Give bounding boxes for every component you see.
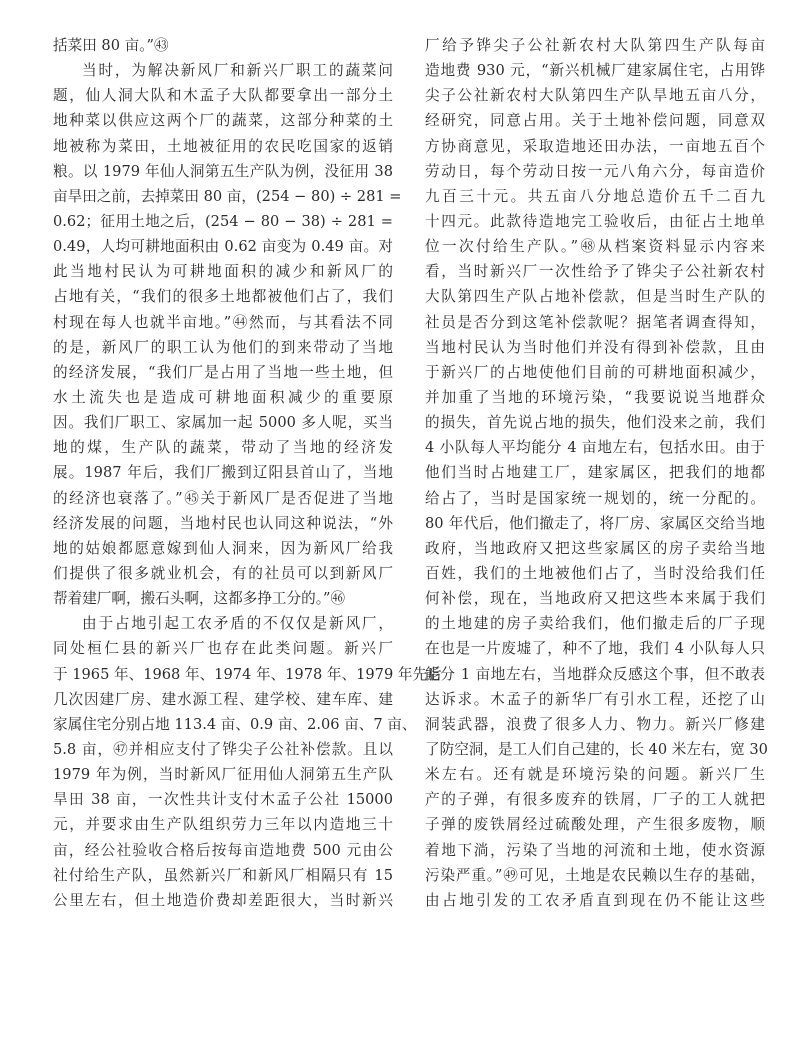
text-line: 了防空洞，是工人们自己建的，长 40 米左右，宽 30: [425, 740, 768, 758]
text-line: 于新兴厂的占地使他们目前的可耕地面积减少，: [425, 363, 765, 381]
text-line: 括菜田 80 亩。”㊸: [53, 37, 169, 54]
text-line: 九百三十元。共五亩八分地总造价五千二百九: [425, 187, 765, 205]
text-line: 此当地村民认为可耕地面积的减少和新风厂的: [53, 263, 393, 281]
text-line: 4 小队每人平均能分 4 亩地左右，包括水田。由于: [425, 439, 765, 457]
text-line: 的土地建的房子卖给我们，他们撤走后的厂子现: [425, 615, 765, 633]
text-line: 地的煤，生产队的蔬菜，带动了当地的经济发: [53, 439, 393, 457]
text-line: 因。我们厂职工、家属加一起 5000 多人呢，买当: [53, 414, 393, 432]
left-text-column: [53, 33, 442, 913]
text-line: 由占地引发的工农矛盾直到现在仍不能让这些: [425, 891, 765, 909]
text-line: 社付给生产队，虽然新兴厂和新风厂相隔只有 15: [53, 866, 393, 884]
text-line: 元，并要求由生产队组织劳力三年以内造地三十: [53, 816, 393, 834]
text-line: 并加重了当地的环境污染，“我要说说当地群众: [425, 388, 765, 406]
text-line: 占地有关，“我们的很多土地都被他们占了，我们: [53, 288, 393, 306]
text-line: 位一次付给生产队。”㊽从档案资料显示内容来: [425, 238, 765, 256]
text-line: 当时，为解决新风厂和新兴厂职工的蔬菜问: [82, 62, 393, 80]
text-line: 米左右。还有就是环境污染的问题。新兴厂生: [425, 766, 765, 784]
text-line: 地的姑娘都愿意嫁到仙人洞来，因为新风厂给我: [53, 539, 393, 557]
text-line: 劳动日，每个劳动日按一元八角六分，每亩造价: [425, 162, 765, 180]
text-line: 经研究，同意占用。关于土地补偿问题，同意双: [425, 112, 765, 130]
text-line: 尖子公社新农村大队第四生产队旱地五亩八分，: [425, 87, 765, 105]
text-line: 造地费 930 元，“新兴机械厂建家属住宅，占用铧: [425, 62, 765, 80]
text-line: 的经济发展，“我们厂是占用了当地一些土地，但: [53, 363, 393, 381]
text-line: 社员是否分到这笔补偿款呢？据笔者调查得知，: [425, 313, 765, 331]
text-line: 1979 年为例，当时新风厂征用仙人洞第五生产队: [53, 766, 393, 784]
text-line: 洞装武器，浪费了很多人力、物力。新兴厂修建: [425, 715, 765, 733]
text-line: 亩，经公社验收合格后按每亩造地费 500 元由公: [53, 841, 393, 859]
text-line: 于 1965 年、1968 年、1974 年、1978 年、1979 年先后: [53, 665, 442, 683]
text-line: 地种菜以供应这两个厂的蔬菜，这部分种菜的土: [53, 112, 393, 130]
text-line: 亩旱田之前，去掉菜田 80 亩，(254 − 80) ÷ 281 =: [53, 187, 402, 205]
text-line: 旱田 38 亩，一次性共计支付木孟子公社 15000: [53, 791, 393, 809]
text-line: 题，仙人洞大队和木孟子大队都要拿出一部分土: [53, 87, 393, 105]
text-line: 80 年代后，他们撤走了，将厂房、家属区交给当地: [425, 514, 765, 532]
text-line: 地被称为菜田，土地被征用的农民吃国家的返销: [53, 137, 393, 155]
text-line: 看，当时新兴厂一次性给予了铧尖子公社新农村: [425, 263, 765, 281]
text-line: 方协商意见，采取造地还田办法，一亩地五百个: [425, 137, 765, 155]
text-line: 们提供了很多就业机会，有的社员可以到新风厂: [53, 564, 393, 582]
text-line: 同处桓仁县的新兴厂也存在此类问题。新兴厂: [53, 640, 393, 658]
text-line: 5.8 亩，㊼并相应支付了铧尖子公社补偿款。且以: [53, 740, 393, 758]
text-line: 他们当时占地建工厂，建家属区，把我们的地都: [425, 464, 765, 482]
text-line: 在也是一片废墟了，种不了地，我们 4 小队每人只: [425, 640, 765, 658]
text-line: 几次因建厂房、建水源工程、建学校、建车库、建: [53, 690, 393, 708]
text-line: 达诉求。木孟子的新华厂有引水工程，还挖了山: [425, 690, 765, 708]
text-line: 百姓，我们的土地被他们占了，当时没给我们任: [425, 564, 765, 582]
text-line: 何补偿，现在，当地政府又把这些本来属于我们: [425, 590, 765, 608]
text-line: 0.62；征用土地之后，(254 − 80 − 38) ÷ 281 =: [53, 212, 393, 230]
right-text-column: [425, 33, 768, 913]
text-line: 家属住宅分别占地 113.4 亩、0.9 亩、2.06 亩、7 亩、: [53, 715, 417, 733]
text-line: 厂给予铧尖子公社新农村大队第四生产队每亩: [425, 37, 765, 54]
text-line: 的损失，首先说占地的损失，他们没来之前，我们: [425, 414, 765, 432]
text-line: 着地下淌，污染了当地的河流和土地，使水资源: [425, 841, 765, 859]
text-line: 帮着建厂啊，搬石头啊，这都多挣工分的。”㊻: [53, 590, 346, 608]
text-line: 0.49，人均可耕地面积由 0.62 亩变为 0.49 亩。对: [53, 238, 393, 256]
text-line: 十四元。此款待造地完工验收后，由征占土地单: [425, 212, 765, 230]
text-line: 大队第四生产队占地补偿款，但是当时生产队的: [425, 288, 765, 306]
text-line: 公里左右，但土地造价费却差距很大，当时新兴: [53, 891, 393, 909]
text-line: 污染严重。”㊾可见，土地是农民赖以生存的基础，: [425, 866, 765, 884]
text-line: 粮。以 1979 年仙人洞第五生产队为例，没征用 38: [53, 162, 393, 180]
text-line: 能分 1 亩地左右，当地群众反感这个事，但不敢表: [425, 665, 765, 683]
text-line: 给占了，当时是国家统一规划的，统一分配的。: [425, 489, 765, 507]
text-line: 水土流失也是造成可耕地面积减少的重要原: [53, 388, 393, 406]
text-line: 经济发展的问题，当地村民也认同这种说法，“外: [53, 514, 393, 532]
text-line: 子弹的废铁屑经过硫酸处理，产生很多废物，顺: [425, 816, 765, 834]
text-line: 的经济也衰落了。”㊺关于新风厂是否促进了当地: [53, 489, 393, 507]
text-line: 的是，新风厂的职工认为他们的到来带动了当地: [53, 338, 393, 356]
text-line: 政府，当地政府又把这些家属区的房子卖给当地: [425, 539, 765, 557]
text-line: 村现在每人也就半亩地。”㊹然而，与其看法不同: [53, 313, 393, 331]
text-line: 展。1987 年后，我们厂搬到辽阳县首山了，当地: [53, 464, 393, 482]
text-line: 由于占地引起工农矛盾的不仅仅是新风厂，: [82, 615, 393, 633]
text-line: 产的子弹，有很多废弃的铁屑，厂子的工人就把: [425, 791, 765, 809]
text-line: 当地村民认为当时他们并没有得到补偿款，且由: [425, 338, 765, 356]
